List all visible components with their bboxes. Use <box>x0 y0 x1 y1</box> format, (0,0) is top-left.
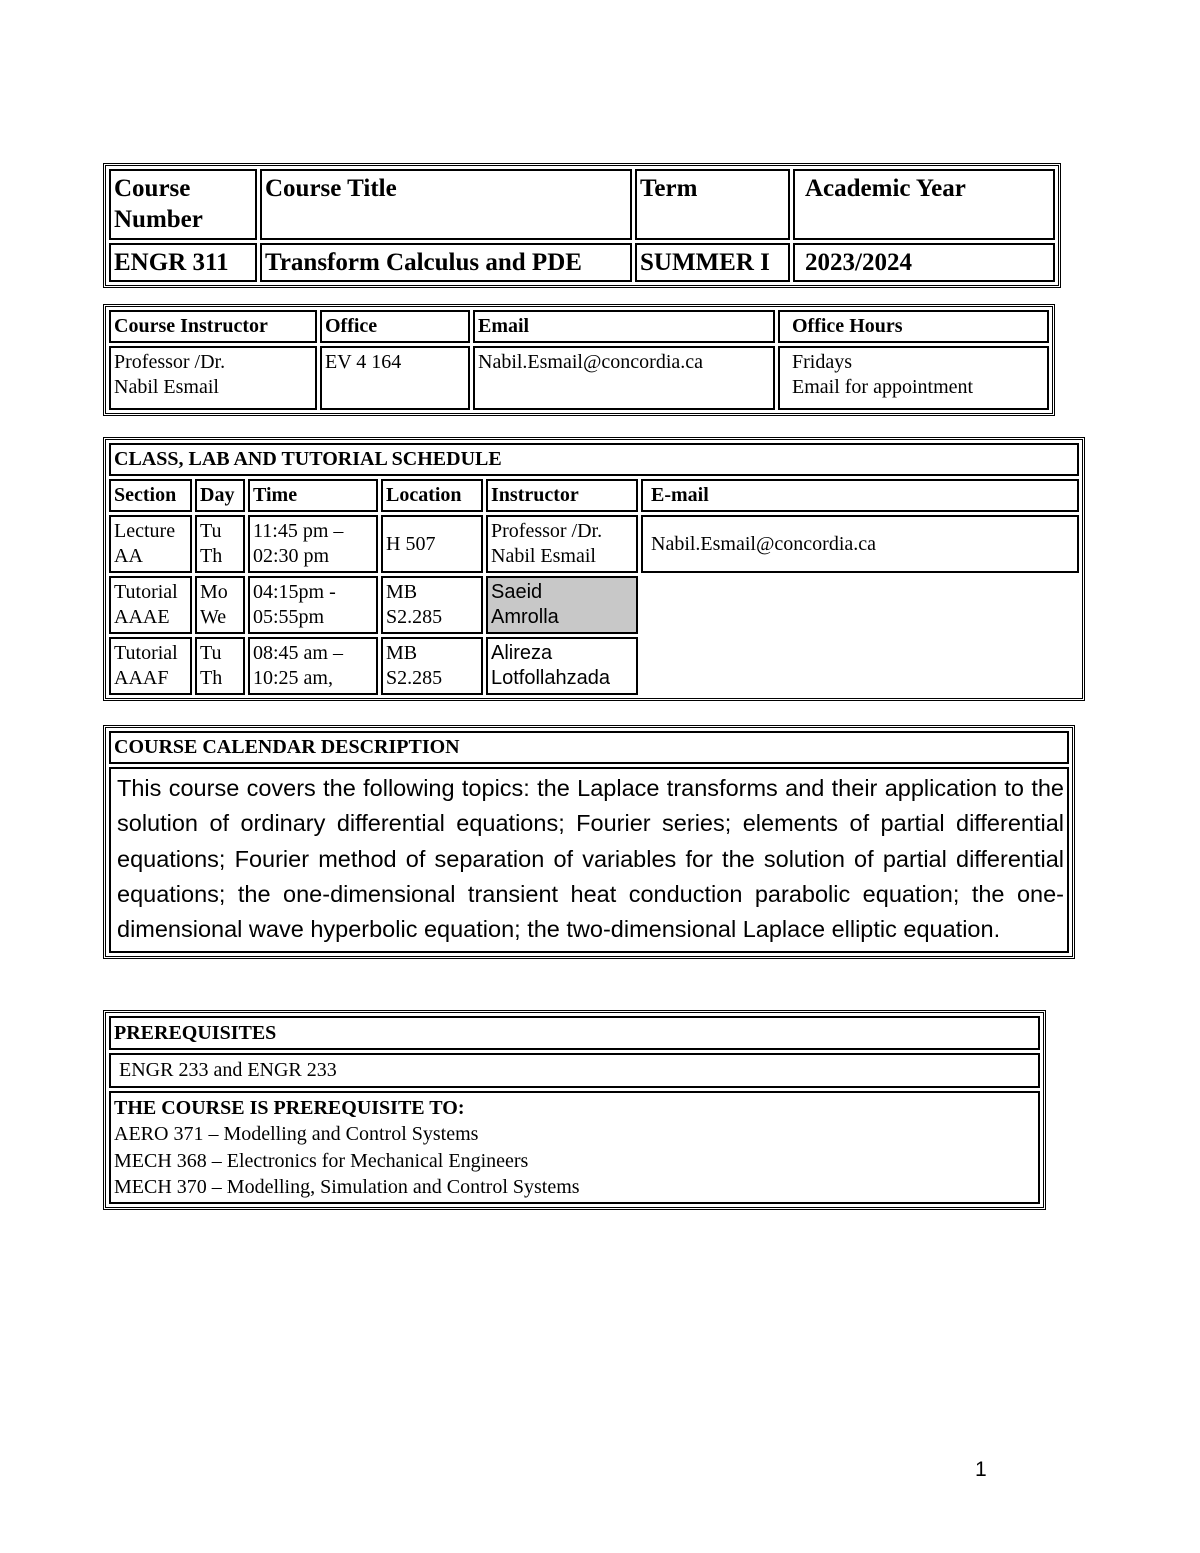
prerequisites-table <box>103 1010 1046 1210</box>
schedule-table <box>103 437 1085 701</box>
office-header: Office <box>320 310 470 343</box>
instructor-table <box>103 304 1055 416</box>
instructor-cell <box>486 515 638 573</box>
day-line: Th <box>200 545 223 567</box>
schedule-title: CLASS, LAB AND TUTORIAL SCHEDULE <box>109 443 1079 476</box>
instructor-line: Lotfollahzada <box>491 667 610 689</box>
day-cell <box>195 637 245 695</box>
course-title-header: Course Title <box>260 169 632 240</box>
day-cell <box>195 515 245 573</box>
table-row <box>109 637 1079 695</box>
day-cell <box>195 576 245 634</box>
section-header: Section <box>109 479 192 512</box>
day-line: Th <box>200 667 223 689</box>
table-row <box>109 515 1079 573</box>
day-line: Mo <box>200 581 228 603</box>
instructor-cell <box>486 576 638 634</box>
section-line: AA <box>114 545 143 567</box>
instructor-line: Professor /Dr. <box>491 520 603 542</box>
instructor-title: Professor /Dr. <box>114 351 226 373</box>
time-cell <box>248 515 378 573</box>
course-number-value: ENGR 311 <box>109 243 257 282</box>
section-line: AAAF <box>114 667 169 689</box>
instructor-header: Course Instructor <box>109 310 317 343</box>
time-line: 08:45 am – <box>253 642 343 664</box>
course-number-header: Course Number <box>109 169 257 240</box>
instructor-name-cell <box>109 346 317 410</box>
location-line: S2.285 <box>386 606 443 628</box>
term-header: Term <box>635 169 790 240</box>
instructor-line: Amrolla <box>491 606 559 628</box>
time-line: 11:45 pm – <box>253 520 344 542</box>
location-cell <box>381 576 483 634</box>
location-line: MB <box>386 642 418 664</box>
day-line: We <box>200 606 227 628</box>
course-title-value: Transform Calculus and PDE <box>260 243 632 282</box>
instructor-name: Nabil Esmail <box>114 376 219 398</box>
course-info-table <box>103 163 1061 288</box>
prerequisite-to-title: THE COURSE IS PREREQUISITE TO: <box>114 1096 465 1119</box>
location-line: MB <box>386 581 418 603</box>
email-value[interactable]: Nabil.Esmail@concordia.ca <box>473 346 775 410</box>
time-cell <box>248 637 378 695</box>
location-line: S2.285 <box>386 667 443 689</box>
prerequisites-title: PREREQUISITES <box>109 1016 1040 1050</box>
time-line: 05:55pm <box>253 606 325 628</box>
empty-cell <box>641 576 1079 634</box>
calendar-description-table <box>103 725 1075 959</box>
section-cell <box>109 515 192 573</box>
page-number: 1 <box>975 1458 987 1481</box>
instructor-cell <box>486 637 638 695</box>
list-item: AERO 371 – Modelling and Control Systems <box>114 1123 479 1146</box>
email-cell[interactable]: Nabil.Esmail@concordia.ca <box>641 515 1079 573</box>
instructor-col-header: Instructor <box>486 479 638 512</box>
time-line: 10:25 am, <box>253 667 333 689</box>
section-line: Tutorial <box>114 642 178 664</box>
office-hours-cell <box>778 346 1049 410</box>
office-hours-header: Office Hours <box>778 310 1049 343</box>
section-line: AAAE <box>114 606 170 628</box>
location-header: Location <box>381 479 483 512</box>
instructor-line: Nabil Esmail <box>491 545 596 567</box>
list-item: MECH 370 – Modelling, Simulation and Control Systems <box>114 1175 580 1198</box>
time-cell <box>248 576 378 634</box>
list-item: MECH 368 – Electronics for Mechanical Engineers <box>114 1149 529 1172</box>
prerequisites-value: ENGR 233 and ENGR 233 <box>109 1053 1040 1087</box>
email-col-header: E-mail <box>641 479 1079 512</box>
calendar-title: COURSE CALENDAR DESCRIPTION <box>109 731 1069 764</box>
term-value: SUMMER I <box>635 243 790 282</box>
academic-year-header: Academic Year <box>793 169 1055 240</box>
time-line: 04:15pm - <box>253 581 336 603</box>
instructor-line: Alireza <box>491 642 553 664</box>
section-line: Tutorial <box>114 581 178 603</box>
email-header: Email <box>473 310 775 343</box>
location-cell <box>381 515 483 573</box>
table-row <box>109 576 1079 634</box>
time-header: Time <box>248 479 378 512</box>
prerequisite-to-cell <box>109 1091 1040 1205</box>
location-cell <box>381 637 483 695</box>
office-hours-day: Fridays <box>792 351 852 373</box>
section-cell <box>109 576 192 634</box>
time-line: 02:30 pm <box>253 545 330 567</box>
section-cell <box>109 637 192 695</box>
day-line: Tu <box>200 520 222 542</box>
section-line: Lecture <box>114 520 176 542</box>
office-hours-note: Email for appointment <box>792 376 974 398</box>
empty-cell <box>641 637 1079 695</box>
office-value: EV 4 164 <box>320 346 470 410</box>
academic-year-value: 2023/2024 <box>793 243 1055 282</box>
day-header: Day <box>195 479 245 512</box>
location-line: H 507 <box>386 532 436 555</box>
instructor-line: Saeid <box>491 581 543 603</box>
day-line: Tu <box>200 642 222 664</box>
calendar-description: This course covers the following topics: the Laplace transforms and their application to the solution of ordinary differential equations; Fourier series; elements of partial differential equations; Fourier method of separation of variables for the solution of partial differential equations; the one-dimensional transient heat conduction parabolic equation; the one-dimensional wave hyperbolic equation; the two-dimensional Laplace elliptic equation. <box>109 767 1069 953</box>
